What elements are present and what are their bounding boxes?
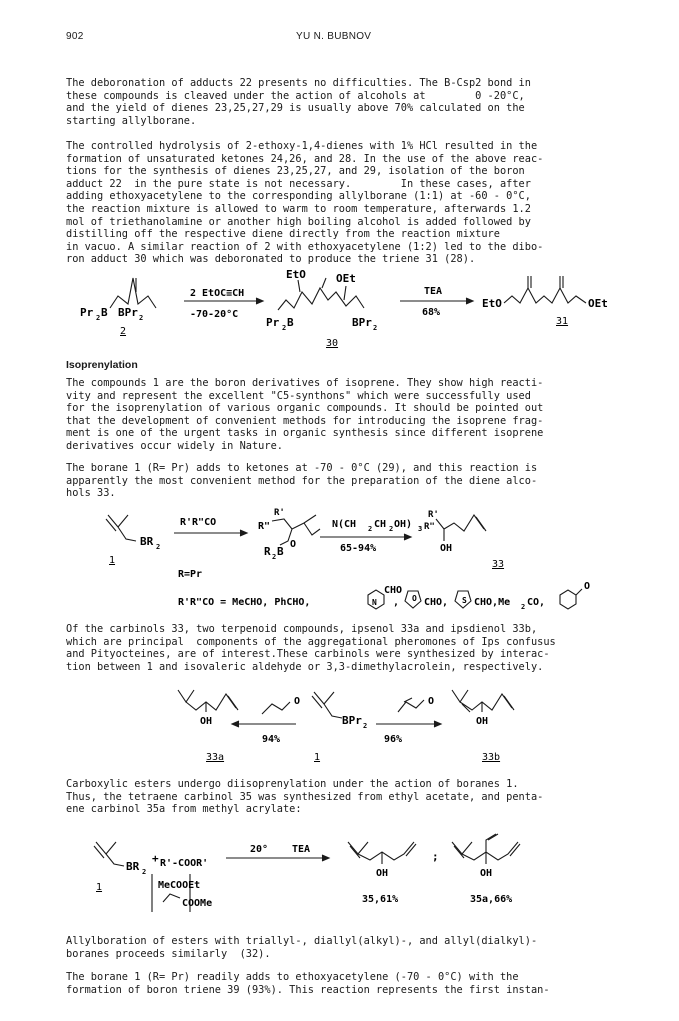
arrow-tea-head [404,534,411,540]
amine-ch2: CH [374,519,387,530]
running-title: YU N. BUBNOV [296,31,372,42]
compound-label-1-ester: 1 [96,882,103,893]
adduct-bpr2: BPr [352,316,372,329]
amine-sub3: 3 [418,525,423,533]
compound-label-2: 2 [120,326,127,337]
paragraph-isoprene: The compounds 1 are the boron derivatives of isoprene. They show high reacti- vity and represent the excellent "C5-synthons" which were successfully used for the isoprenylation of various organic compounds. It should be pointed out that the development of convenient methods for introducing the isoprene frag- ment is one of the urgent tasks in organic synthesis since different isoprene derivatives occur widely in Nature. [66,377,544,452]
dimethylacrolein-skeleton [398,698,424,712]
ester-formula: R'-COOR' [160,858,209,869]
paragraph-hydrolysis: The controlled hydrolysis of 2-ethoxy-1,4-dienes with 1% HCl resulted in the formation of unsaturated ketones 24,26, and 28. In the use of the above reac- tions for the synthesis of dienes 23,25,27, and 29, isolation of the boron adduct 22 in the pure state is not necessary. In these cases, after adding ethoxyacetylene to the corresponding allylborane (1:1) at -60 - 0°C, the reaction mixture is allowed to warm to room temperature, afterwards 1.2 mol of triethanolamine or another high boiling alcohol is added followed by distilling off the respective diene directly from the reaction mixture in vacuo. A similar reaction of 2 with ethoxyacetylene (1:2) led to the dibo- ron adduct 30 which was deboronated to produce the triene 31 (28). [66,140,544,266]
intermediate-r2b: R [264,545,271,558]
cyclohexanone-ring [560,589,582,609]
r-equals-pr: R=Pr [178,569,203,580]
pr2b-label: Pr [80,306,94,319]
reactant-2-skeleton [110,278,156,308]
pyridine-cho: CHO [384,585,403,596]
paragraph-esters: Carboxylic esters undergo diisoprenylation under the action of boranes 1. Thus, the tetraene carbinol 35 was synthesized from ethyl acetate, and penta- ene carbinol 35a from methyl acrylate: [66,778,544,816]
ester-tea: TEA [292,844,311,855]
ester-temperature: 20° [250,844,269,855]
compound-30-skeleton [278,288,364,310]
compound-label-33: 33 [492,559,505,570]
triene-eto: EtO [482,297,502,310]
product-hydroxyl: OH [440,543,453,554]
compound-label-33a: 33a [206,752,225,763]
amine-oh3: OH) [394,519,413,530]
paragraph-borane-ethoxyacetylene: The borane 1 (R= Pr) readily adds to ethoxyacetylene (-70 - 0°C) with the formation of boron triene 39 (93%). This reaction represents the first instan- [66,971,550,996]
allylborane-skeleton [108,515,136,541]
compound-label-35: 35,61% [362,894,399,905]
aldehyde-o-right: O [428,696,435,707]
thiophene-cho: CHO,Me [474,597,511,608]
compound-label-35a: 35a,66% [470,894,513,905]
scheme1-tea: TEA [424,286,443,297]
page-number: 902 [66,31,84,42]
thiophene-s: S [462,596,467,605]
ester-br2: BR [126,860,140,873]
pr2b-boron: B [101,306,108,319]
arrow-ketone-head [240,530,247,536]
ipsdienol-double-bonds [462,696,514,712]
ipsdienol-yield: 96% [384,734,403,745]
ipsenol-double-bond [228,696,238,710]
bpr2-label: BPr [118,306,138,319]
paragraph-allylboration: Allylboration of esters with triallyl-, diallyl(alkyl)-, and allyl(dialkyl)- boranes proceeds similarly (32). [66,935,538,960]
list-comma: , [393,597,400,608]
methyl-acrylate-vinyl [163,894,180,902]
section-heading-isoprenylation: Isoprenylation [66,359,138,371]
borane-1-double-bond [312,696,322,708]
amine-sub1: 2 [368,525,373,533]
scheme1-conditions: -70-20°C [190,309,239,320]
ketone-addition-yield: 65-94% [340,543,377,554]
ethoxy-left: EtO [286,268,306,281]
arrow-2-head [466,298,473,304]
ipsenol-skeleton [178,690,236,712]
product-rdouble: R" [424,522,435,532]
pyridine-n: N [372,598,377,607]
plus-sign: + [152,852,159,865]
ipsdienol-oh: OH [476,716,489,727]
aldehyde-o-left: O [294,696,301,707]
arrow-1-head [256,298,263,304]
paragraph-deboronation: The deboronation of adducts 22 presents no difficulties. The B-Csp2 bond in these compounds is cleaved under the action of alcohols at 0 -20°C, and the yield of dienes 23,25,27,29 is usually above 70% calculated on the starting allylborane. [66,77,531,127]
borane-bpr2: BPr [342,714,362,727]
paragraph-pheromones: Of the carbinols 33, two terpenoid compounds, ipsenol 33a and ipsdienol 33b, which are principal components of the aggregational pheromones of Ips confusus and Pityocteines, are of interest.These carbinols were synthesized by interac- tion between 1 and isovaleric aldehyde or 3,3-dimethylacrolein, respectively. [66,623,556,673]
intermediate-rprime: R' [274,508,285,518]
arrow-ipsdienol-head [434,721,441,727]
intermediate-rdouble: R" [258,521,271,532]
scheme1-reagent: 2 EtOC≡CH [190,288,245,299]
compound-label-33b: 33b [482,752,501,763]
furan-o: O [412,594,417,603]
scheme-diboron-adduct [0,270,679,348]
adduct-pr2b: Pr [266,316,280,329]
triene-31-skeleton [504,288,586,303]
product-33-double-bond [476,517,486,531]
scheme1-yield: 68% [422,307,441,318]
compound-label-1: 1 [109,555,116,566]
adduct-pr2b-sub: 2 [282,324,287,332]
allylborane-br2: BR [140,535,154,548]
scheme-ketone-addition [0,505,679,620]
intermediate-boron: B [277,545,284,558]
borane-1-skeleton [314,692,342,718]
triene-31-double-bonds [528,276,563,288]
scheme-ester-diisoprenylation [0,832,679,932]
carbinol-35a-oh: OH [480,868,493,879]
compound-label-30: 30 [326,338,339,349]
intermediate-oxygen: O [290,539,297,550]
acetone-co: CO, [527,597,546,608]
ipsenol-oh: OH [200,716,213,727]
ethoxy-right: OEt [336,272,356,285]
borane-bpr2-sub: 2 [363,722,368,730]
compound-label-1-ips: 1 [314,752,321,763]
carbinol-35-skeleton [348,842,414,864]
amine-sub2: 2 [389,525,394,533]
furan-cho: CHO, [424,597,449,608]
amine-reagent: N(CH [332,519,357,530]
bpr2-subscript: 2 [139,314,144,322]
intermediate-r2b-sub: 2 [272,553,277,561]
ester-borane-double-bond [94,846,104,858]
ipsdienol-skeleton [452,690,512,712]
ketone-list: R'R"CO = MeCHO, PhCHO, [178,597,311,608]
carbinol-35a-skeleton [452,834,518,864]
adduct-bpr2-sub: 2 [373,324,378,332]
ipsenol-yield: 94% [262,734,281,745]
compound-label-31: 31 [556,316,569,327]
triene-oet: OEt [588,297,608,310]
ester-br2-sub: 2 [142,868,147,876]
product-separator: ; [432,850,439,863]
isovaleraldehyde-skeleton [262,702,290,714]
allylborane-br2-sub: 2 [156,543,161,551]
adduct-pr2b-b: B [287,316,294,329]
scheme-ipsenol-ipsdienol [0,680,679,772]
arrow-ester-head [322,855,329,861]
cyclohexanone-o: O [584,581,591,592]
pr2b-subscript: 2 [96,314,101,322]
product-rprime: R' [428,510,439,520]
paragraph-ketones: The borane 1 (R= Pr) adds to ketones at -70 - 0°C (29), and this reaction is apparently the most convenient method for the preparation of the diene alco- hols 33. [66,462,538,500]
ketone-reagent: R'R"CO [180,517,217,528]
carbinol-35-oh: OH [376,868,389,879]
me2-subscript: 2 [521,603,526,611]
allylborane-double-bond [106,519,116,531]
ethyl-acetate: MeCOOEt [158,880,201,891]
arrow-ipsenol-head [232,721,239,727]
methyl-acrylate: COOMe [182,898,213,909]
